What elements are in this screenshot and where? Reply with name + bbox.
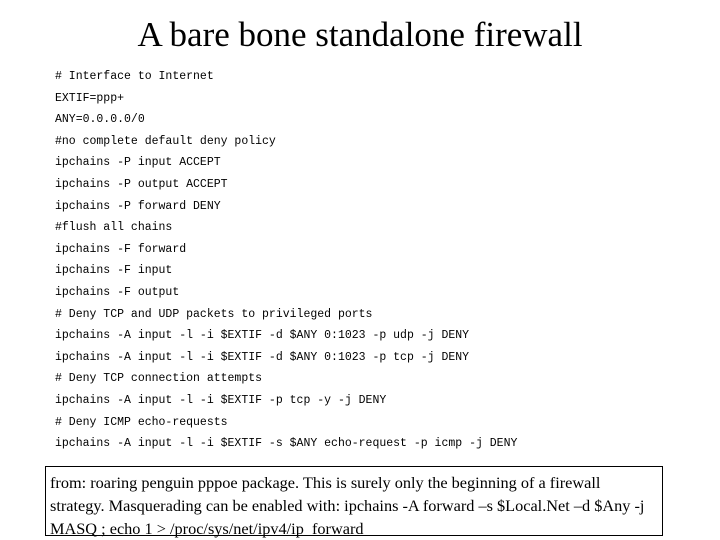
code-listing: [55, 66, 695, 455]
code-line: ipchains -A input -l -i $EXTIF -p tcp -y -j DENY: [55, 393, 387, 407]
code-comment-line: #flush all chains: [55, 221, 173, 235]
code-line: ipchains -P input ACCEPT: [55, 156, 221, 170]
code-line: ipchains -A input -l -i $EXTIF -s $ANY echo-request -p icmp -j DENY: [55, 437, 518, 451]
source-note: [45, 466, 663, 536]
slide-title: A bare bone standalone firewall: [137, 15, 583, 54]
code-comment-line: # Interface to Internet: [55, 70, 214, 83]
code-line: ANY=0.0.0.0/0: [55, 113, 145, 127]
code-line: ipchains -P forward DENY: [55, 199, 221, 213]
code-comment-line: #no complete default deny policy: [55, 134, 276, 148]
source-note-text: from: roaring penguin pppoe package. This is surely only the beginning of a firewall strategy. Masquerading can be enabled with: ipchains -A forward –s $Local.Net –d $Any -j MASQ ; echo 1 > /proc/sys/net/ipv4/ip_forward: [50, 473, 645, 538]
code-comment-line: # Deny ICMP echo-requests: [55, 415, 228, 429]
code-line: ipchains -A input -l -i $EXTIF -d $ANY 0:1023 -p tcp -j DENY: [55, 350, 470, 364]
code-line: ipchains -F forward: [55, 242, 187, 256]
code-line: EXTIF=ppp+: [55, 91, 125, 105]
code-comment-line: # Deny TCP connection attempts: [55, 372, 263, 386]
code-line: ipchains -P output ACCEPT: [55, 177, 228, 191]
code-line: ipchains -A input -l -i $EXTIF -d $ANY 0:1023 -p udp -j DENY: [55, 329, 470, 343]
code-line: ipchains -F input: [55, 264, 173, 278]
code-line: ipchains -F output: [55, 285, 180, 299]
code-comment-line: # Deny TCP and UDP packets to privileged ports: [55, 307, 373, 321]
